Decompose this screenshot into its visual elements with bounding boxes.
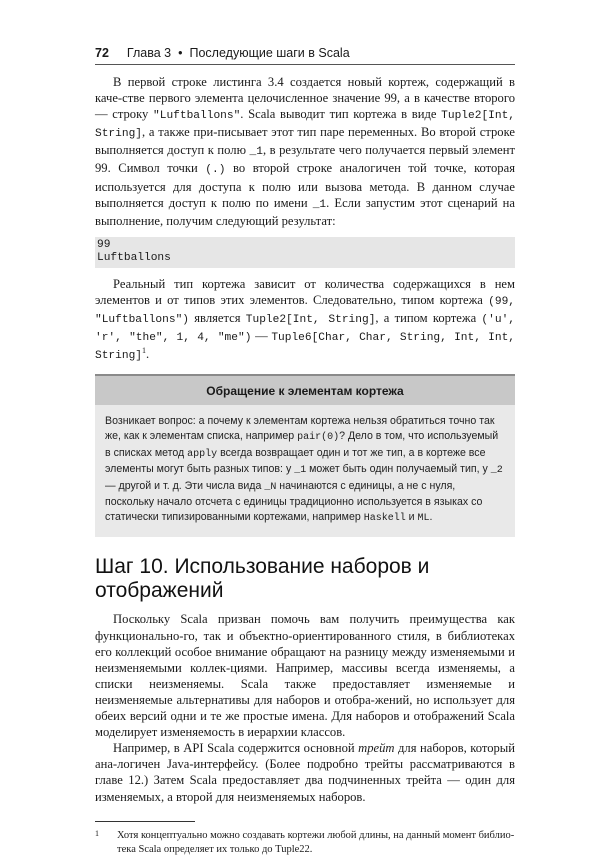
text: начинаются с единицы, а не с нуля, поскольку начало отсчета с единицы традиционно используется в языках со статически типизированными кортежами, например: [105, 479, 483, 523]
code-inline: (99, "Luftballons"): [95, 295, 515, 327]
text: ? Дело в том, что используемый в списках метод: [105, 429, 499, 459]
sidebar-body: [95, 405, 515, 537]
code-inline: ('u', 'r', "the", 1, 4, "me"): [95, 314, 515, 345]
text: , в результате чего получается первый элемент 99. Символ точки: [95, 143, 515, 176]
section-heading: Шаг 10. Использование наборов и отображений: [95, 555, 430, 603]
code-inline: _1: [312, 198, 327, 211]
text: . Scala выводит тип кортежа в виде: [240, 107, 442, 122]
output-line: Luftballons: [97, 252, 171, 265]
header-bullet: •: [178, 46, 183, 60]
text: .: [429, 510, 433, 523]
code-inline: Tuple6[Char, Char, String, Int, Int, String]: [95, 332, 515, 363]
code-inline: _N: [264, 481, 277, 493]
sidebar-box: [95, 374, 515, 537]
text: — другой и т. д. Эти числа вида: [105, 479, 265, 492]
text: всегда возвращает один и тот же тип, а в кортеже все элементы могут быть разных типов: у: [105, 446, 486, 476]
text: —: [251, 329, 272, 344]
text: Реальный тип кортежа зависит от количества содержащихся в нем элементов и от типов этих элементов. Следовательно, типом кортежа: [95, 276, 515, 307]
code-inline: _1: [249, 146, 263, 159]
code-inline: Haskell: [363, 512, 406, 524]
text: Например, в API Scala содержится основной: [113, 741, 359, 756]
sidebar-title: Обращение к элементам кортежа: [95, 376, 515, 405]
text: Возникает вопрос: а почему к элементам кортежа нельзя обратиться точно так же, как к элементам списка, например: [105, 415, 495, 442]
text: , а типом кортежа: [375, 311, 482, 326]
text: может быть один получаемый тип, у: [306, 463, 491, 476]
code-inline: pair(0): [297, 431, 340, 443]
output-line: 99: [97, 238, 111, 251]
code-inline: ML: [417, 512, 430, 524]
text: . Если запустим этот сценарий на выполнение, получим следующий результат:: [95, 195, 516, 228]
paragraph-collections: Поскольку Scala призван помочь вам получить преимущества как функционально-го, так и объектно-ориентированного стиля, в библиотеках его коллекций особое внимание обращают на разницу между изменяемыми и неизменяемыми коллек-циями. Например, массивы всегда изменяемы, а списки неизменяемы. Scala также предоставляет изменяемые и неизменяемые альтернативы для наборов и отобра-жений, но использует для обеих версий одни и те же простые имена. Для наборов и отображений Scala моделирует изменяемость в иерархии классов.: [95, 612, 515, 740]
code-inline: Tuple2[Int, String]: [245, 314, 376, 327]
page-content: [95, 74, 515, 857]
text: В первой строке листинга 3.4 создается новый кортеж, содержащий в каче-стве первого элемента целочисленное значение 99, а в качестве второго — строку: [95, 75, 515, 122]
chapter-label: Глава 3: [126, 46, 172, 60]
code-inline: Tuple2[Int, String]: [95, 110, 516, 141]
paragraph-tuple-intro: [95, 74, 515, 229]
footnote-mark: 1: [95, 828, 99, 838]
footnote-rule: [95, 821, 195, 822]
code-inline: _1: [294, 465, 307, 477]
footnote-ref: 1: [142, 346, 146, 356]
page-header: [95, 46, 515, 60]
chapter-title: Последующие шаги в Scala: [189, 46, 350, 60]
page-number: 72: [95, 46, 109, 60]
text: , а также при-писывает этот тип паре переменных. Во второй строке выполняется доступ к полю: [95, 125, 515, 158]
code-inline: (.): [205, 164, 226, 177]
code-inline: _2: [490, 465, 503, 477]
emphasis: трейт: [358, 741, 395, 756]
code-inline: apply: [187, 448, 218, 460]
code-inline: "Luftballons": [153, 110, 241, 123]
output-code-block: [95, 237, 515, 268]
header-rule: [95, 64, 515, 65]
text: .: [146, 347, 150, 362]
text: во второй строке аналогичен той точке, которая используется для доступа к полю или вызова метода. В данном случае выполняется доступ к полю по имени: [95, 161, 515, 210]
footnote: [95, 829, 515, 857]
paragraph-tuple-type: [95, 276, 515, 364]
text: и: [405, 510, 418, 523]
text: для наборов, который ана-логичен Java-интерфейсу. (Более подробно трейты рассматриваются в главе 12.) Затем Scala предоставляет два подчиненных трейта — один для изменяемых, а второй для неизменяемых наборов.: [95, 741, 515, 804]
footnote-text: Хотя концептуально можно создавать кортежи любой длины, на данный момент библио-тека Scala определяет их только до Tuple22.: [117, 829, 515, 855]
text: является: [189, 311, 246, 326]
